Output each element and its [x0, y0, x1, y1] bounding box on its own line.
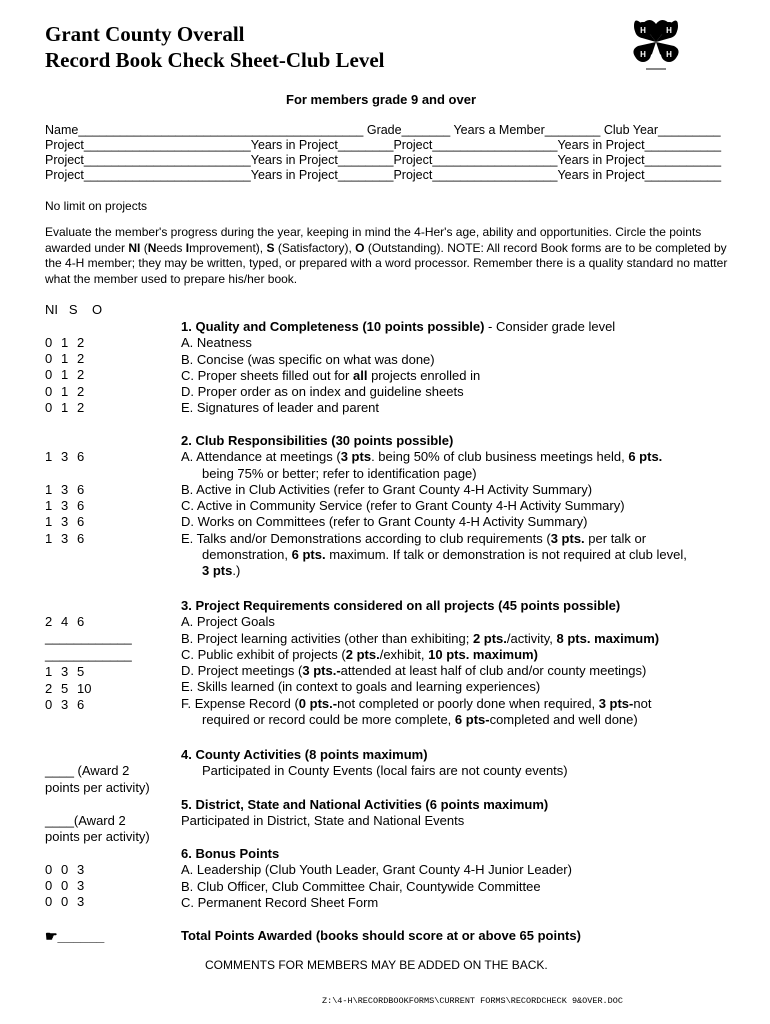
score-column-header: NI S O: [45, 302, 103, 317]
section-bonus-points: 6. Bonus Points A. Leadership (Club Youth Leader, Grant County 4-H Junior Leader) B. Club Officer, Club Committee Chair, Countywide Committee C. Permanent Record Sheet Form: [181, 846, 572, 910]
svg-text:H: H: [666, 26, 672, 35]
section-district-state-national: 5. District, State and National Activities (6 points maximum) Participated in District, State and National Events: [181, 797, 549, 829]
instructions-paragraph: Evaluate the member's progress during the year, keeping in mind the 4-Her's age, ability and opportunities. Circle the points awarded under NI (Needs Improvement), S (Satisfactory), O (Outstanding). NOTE: All record Book forms are to be completed by the 4-H member; they may be written, typed, or prepared with a word processor. Remember there is a quality standard no matter what the member used to prepare his/her book.: [45, 225, 728, 286]
project-field-row[interactable]: Project________________________Years in Project________Project__________________Years in Project___________: [45, 138, 722, 152]
project-field-row[interactable]: Project________________________Years in Project________Project__________________Years in Project___________: [45, 168, 722, 182]
score-row[interactable]: 0 0 3: [45, 894, 85, 909]
score-row[interactable]: 0 0 3: [45, 878, 85, 893]
name-grade-year-field[interactable]: Name_________________________________________ Grade_______ Years a Member________ Club Year_________: [45, 123, 721, 137]
award-district-field[interactable]: ____(Award 2: [45, 813, 126, 828]
total-points-field[interactable]: ☛______: [45, 928, 105, 944]
section-quality: 1. Quality and Completeness (10 points possible) - Consider grade level A. Neatness B. Concise (was specific on what was done) C. Proper sheets filled out for all projects enrolled in D. Proper order as on index and guideline sheets E. Signatures of leader and parent: [181, 319, 616, 416]
svg-text:H: H: [640, 50, 646, 59]
no-limit-note: No limit on projects: [45, 199, 148, 213]
section-project-requirements: 3. Project Requirements considered on all projects (45 points possible) A. Project Goals B. Project learning activities (other than exhibiting; 2 pts./activity, 8 pts. maximum) C. Public exhibit of projects (2 pts./exhibit, 10 pts. maximum) D. Project meetings (3 pts.-attended at least half of club and/or county meetings) E. Skills learned (in context to goals and learning experiences) F. Expense Record (0 pts.-not completed or poorly done when required, 3 pts-not required or record could be more complete, 6 pts-completed and well done): [181, 598, 660, 728]
project-field-row[interactable]: Project________________________Years in Project________Project__________________Years in Project___________: [45, 153, 722, 167]
clover-logo-icon: [628, 14, 684, 74]
title-line-1: Grant County Overall: [45, 22, 245, 46]
award-county-note: points per activity): [45, 780, 150, 795]
score-row[interactable]: 1 3 6: [45, 482, 85, 497]
svg-text:H: H: [640, 26, 646, 35]
subtitle: For members grade 9 and over: [286, 92, 477, 107]
score-blank[interactable]: ____________: [45, 647, 132, 662]
score-row[interactable]: 0 1 2: [45, 384, 85, 399]
score-row[interactable]: 1 3 6: [45, 449, 85, 464]
score-row[interactable]: 1 3 6: [45, 498, 85, 513]
score-row[interactable]: 0 1 2: [45, 367, 85, 382]
score-row[interactable]: 1 3 5: [45, 664, 85, 679]
score-row[interactable]: 1 3 6: [45, 514, 85, 529]
total-points-label: Total Points Awarded (books should score at or above 65 points): [181, 928, 581, 943]
score-blank[interactable]: ____________: [45, 630, 132, 645]
title-line-2: Record Book Check Sheet-Club Level: [45, 48, 385, 72]
score-row[interactable]: 0 3 6: [45, 697, 85, 712]
award-county-field[interactable]: ____ (Award 2: [45, 763, 130, 778]
section-county-activities: 4. County Activities (8 points maximum) Participated in County Events (local fairs are not county events): [181, 747, 568, 779]
svg-text:H: H: [666, 50, 672, 59]
score-row[interactable]: 0 1 2: [45, 400, 85, 415]
award-district-note: points per activity): [45, 829, 150, 844]
score-row[interactable]: 0 1 2: [45, 351, 85, 366]
score-row[interactable]: 0 0 3: [45, 862, 85, 877]
score-row[interactable]: 2 4 6: [45, 614, 85, 629]
file-path-footer: Z:\4-H\RECORDBOOKFORMS\CURRENT FORMS\RECORDCHECK 9&OVER.DOC: [322, 996, 623, 1006]
section-club-responsibilities: 2. Club Responsibilities (30 points possible) A. Attendance at meetings (3 pts. being 50% of club business meetings held, 6 pts. being 75% or better; refer to identification page) B. Active in Club Activities (refer to Grant County 4-H Activity Summary) C. Active in Community Service (refer to Grant County 4-H Activity Summary) D. Works on Committees (refer to Grant County 4-H Activity Summary) E. Talks and/or Demonstrations according to club requirements (3 pts. per talk or demonstration, 6 pts. maximum. If talk or demonstration is not required at club level, 3 pts.): [181, 433, 687, 579]
comments-note: COMMENTS FOR MEMBERS MAY BE ADDED ON THE BACK.: [205, 958, 548, 972]
score-row[interactable]: 2 5 10: [45, 681, 92, 696]
score-row[interactable]: 0 1 2: [45, 335, 85, 350]
score-row[interactable]: 1 3 6: [45, 531, 85, 546]
